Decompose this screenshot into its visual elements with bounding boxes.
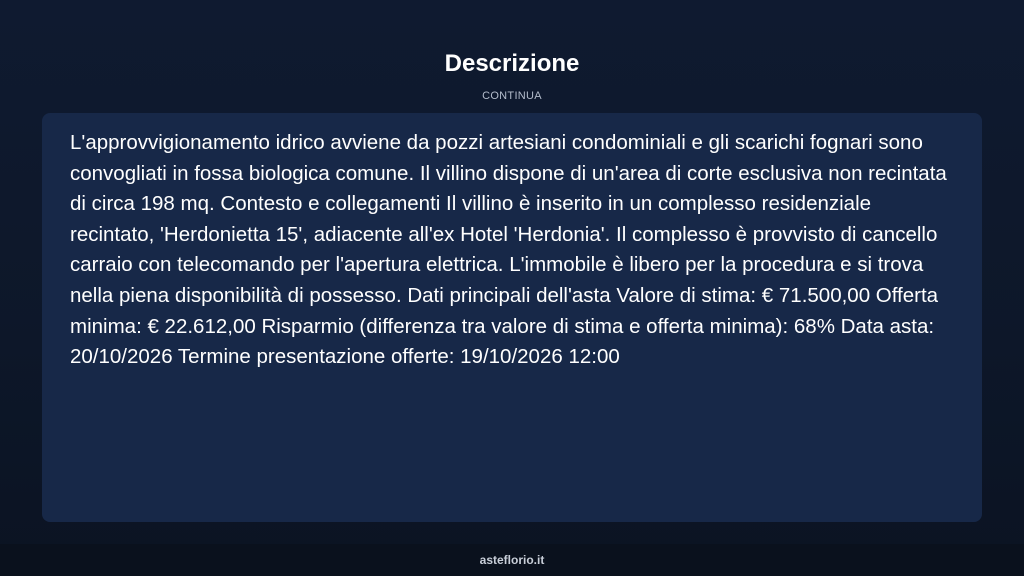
footer-site-label: asteflorio.it — [479, 553, 545, 567]
footer-bar — [0, 544, 1024, 576]
continue-label: CONTINUA — [482, 90, 542, 102]
description-card — [42, 113, 982, 522]
page-title: Descrizione — [444, 50, 580, 77]
description-text: L'approvvigionamento idrico avviene da pozzi artesiani condominiali e gli scarichi fognari sono convogliati in fossa biologica comune. Il villino dispone di un'area di corte esclusiva non recintata di circa 198 mq. Contesto e collegamenti Il villino è inserito in un complesso residenziale recintato, 'Herdonietta 15', adiacente all'ex Hotel 'Herdonia'. Il complesso è provvisto di cancello carraio con telecomando per l'apertura elettrica. L'immobile è libero per la procedura e si trova nella piena disponibilità di possesso. Dati principali dell'asta Valore di stima: € 71.500,00 Offerta minima: € 22.612,00 Risparmio (differenza tra valore di stima e offerta minima): 68% Data asta: 20/10/2026 Termine presentazione offerte: 19/10/2026 12:00 — [70, 131, 947, 369]
